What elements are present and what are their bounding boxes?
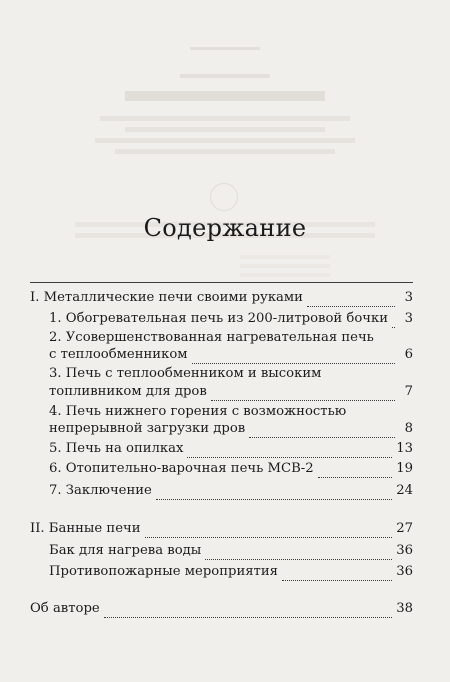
toc-entry-label: Противопожарные мероприятия: [49, 564, 278, 579]
leader-dots: [211, 386, 395, 401]
toc-entry-label: II. Банные печи: [30, 521, 141, 536]
toc-entry-page: 36: [396, 543, 413, 558]
toc-entry-label: 7. Заключение: [49, 483, 152, 498]
toc-entry-page: 3: [404, 311, 413, 326]
toc-entry-4-line1: 4. Печь нижнего горения с возможностью: [49, 404, 347, 419]
toc-entry-4[interactable]: [49, 419, 413, 438]
toc-entry-page: 24: [396, 483, 413, 498]
leader-dots: [282, 566, 392, 581]
leader-dots: [249, 423, 395, 438]
toc-entry-page: 3: [404, 290, 413, 305]
toc-entry-label: топливником для дров: [49, 384, 207, 399]
toc-entry-3[interactable]: [49, 382, 413, 401]
leader-dots: [104, 603, 393, 618]
toc-entry-page: 19: [396, 461, 413, 476]
toc-entry-label: 1. Обогревательная печь из 200-литровой бочки: [49, 311, 389, 326]
toc-entry-page: 38: [396, 601, 413, 616]
toc-entry-6[interactable]: [49, 459, 413, 478]
leader-dots: [145, 523, 393, 538]
leader-dots: [156, 485, 392, 500]
toc-entry-1[interactable]: [49, 309, 413, 328]
toc-entry-part-2[interactable]: [30, 519, 413, 538]
toc-entry-label: Бак для нагрева воды: [49, 543, 202, 558]
toc-entry-label: 6. Отопительно-варочная печь МСВ-2: [49, 461, 314, 476]
toc-entry-page: 6: [404, 347, 413, 362]
toc-entry-2-line1: 2. Усовершенствованная нагревательная печь: [49, 330, 374, 345]
leader-dots: [192, 349, 395, 364]
toc-entry-page: 27: [396, 521, 413, 536]
toc-entry-page: 36: [396, 564, 413, 579]
toc-entry-page: 13: [396, 441, 413, 456]
toc-entry-part-1[interactable]: [30, 288, 413, 307]
toc-entry-5[interactable]: [49, 439, 413, 458]
leader-dots: [205, 545, 392, 560]
toc-entry-water-tank[interactable]: [49, 541, 413, 560]
toc-entry-label: непрерывной загрузки дров: [49, 421, 246, 436]
page-title: Содержание: [143, 214, 307, 242]
toc-entry-about-author[interactable]: [30, 599, 413, 618]
toc-entry-label: Об авторе: [30, 601, 100, 616]
toc-entry-page: 7: [404, 384, 413, 399]
toc-entry-label: I. Металлические печи своими руками: [30, 290, 303, 305]
toc-entry-7[interactable]: [49, 481, 413, 500]
leader-dots: [392, 313, 395, 328]
leader-dots: [187, 443, 392, 458]
toc-entry-label: 5. Печь на опилках: [49, 441, 184, 456]
toc-entry-2[interactable]: [49, 345, 413, 364]
leader-dots: [307, 292, 395, 307]
toc-entry-fire-safety[interactable]: [49, 562, 413, 581]
toc-entry-label: с теплообменником: [49, 347, 188, 362]
toc-entry-page: 8: [404, 421, 413, 436]
leader-dots: [318, 463, 393, 478]
toc-entry-3-line1: 3. Печь с теплообменником и высоким: [49, 366, 322, 381]
